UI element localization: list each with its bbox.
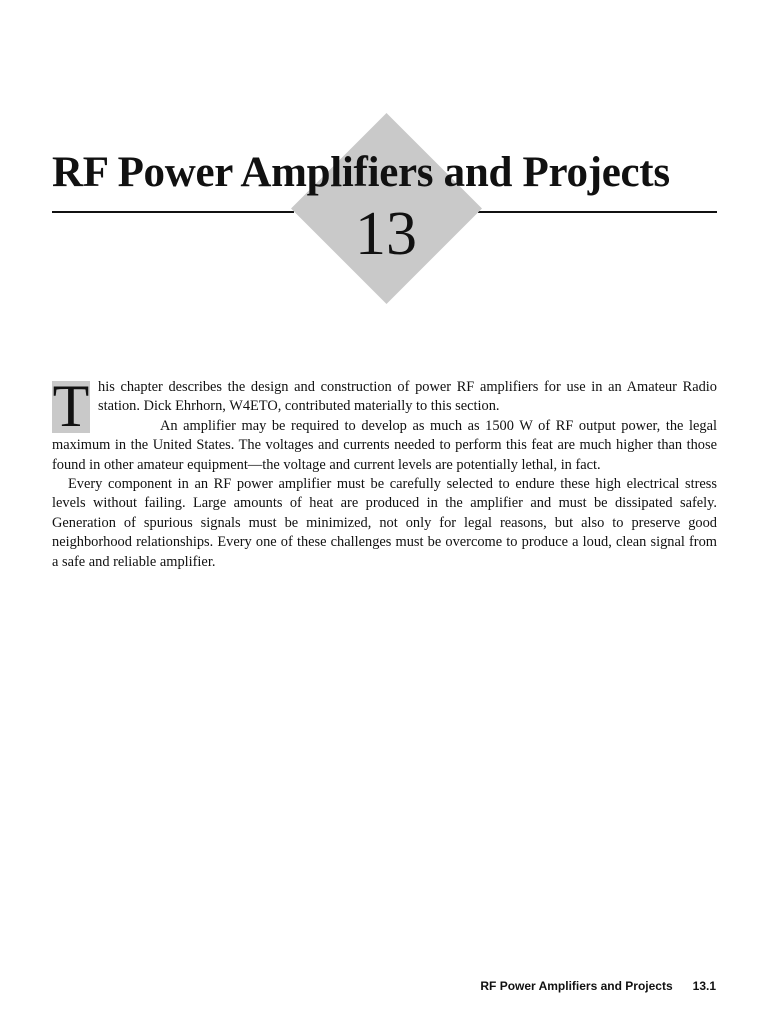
paragraph-1 — [52, 373, 717, 439]
footer-running-title: RF Power Amplifiers and Projects — [480, 979, 673, 993]
chapter-title: RF Power Amplifiers and Projects — [52, 149, 670, 196]
chapter-intro-text — [52, 373, 717, 572]
paragraph-2: An amplifier may be required to develop as much as 1500 W of RF output power, the legal maximum in the United States. The voltages and currents needed to perform this feat are much higher than those found in other amateur equipment—the voltage and current levels are potentially lethal, in fact. — [52, 417, 717, 473]
title-rule-right — [478, 211, 717, 213]
title-rule-left — [52, 211, 294, 213]
paragraph-3: Every component in an RF power amplifier must be carefully selected to endure these high electrical stress levels without failing. Large amounts of heat are produced in the amplifier and must be dissipated safely. Generation of spurious signals must be minimized, not only for legal reasons, but also to preserve good neighborhood relationships. Every one of these challenges must be overcome to produce a loud, clean signal from a safe and reliable amplifier. — [52, 476, 717, 570]
footer-page-number: 13.1 — [692, 979, 716, 993]
chapter-number: 13 — [355, 200, 417, 268]
drop-cap — [52, 373, 90, 439]
drop-cap-letter: T — [52, 373, 90, 439]
page-footer — [480, 978, 716, 994]
paragraph-1-text: his chapter describes the design and construction of power RF amplifiers for use in an Amateur Radio station. Dick Ehrhorn, W4ETO, contributed materially to this section. — [98, 379, 717, 415]
